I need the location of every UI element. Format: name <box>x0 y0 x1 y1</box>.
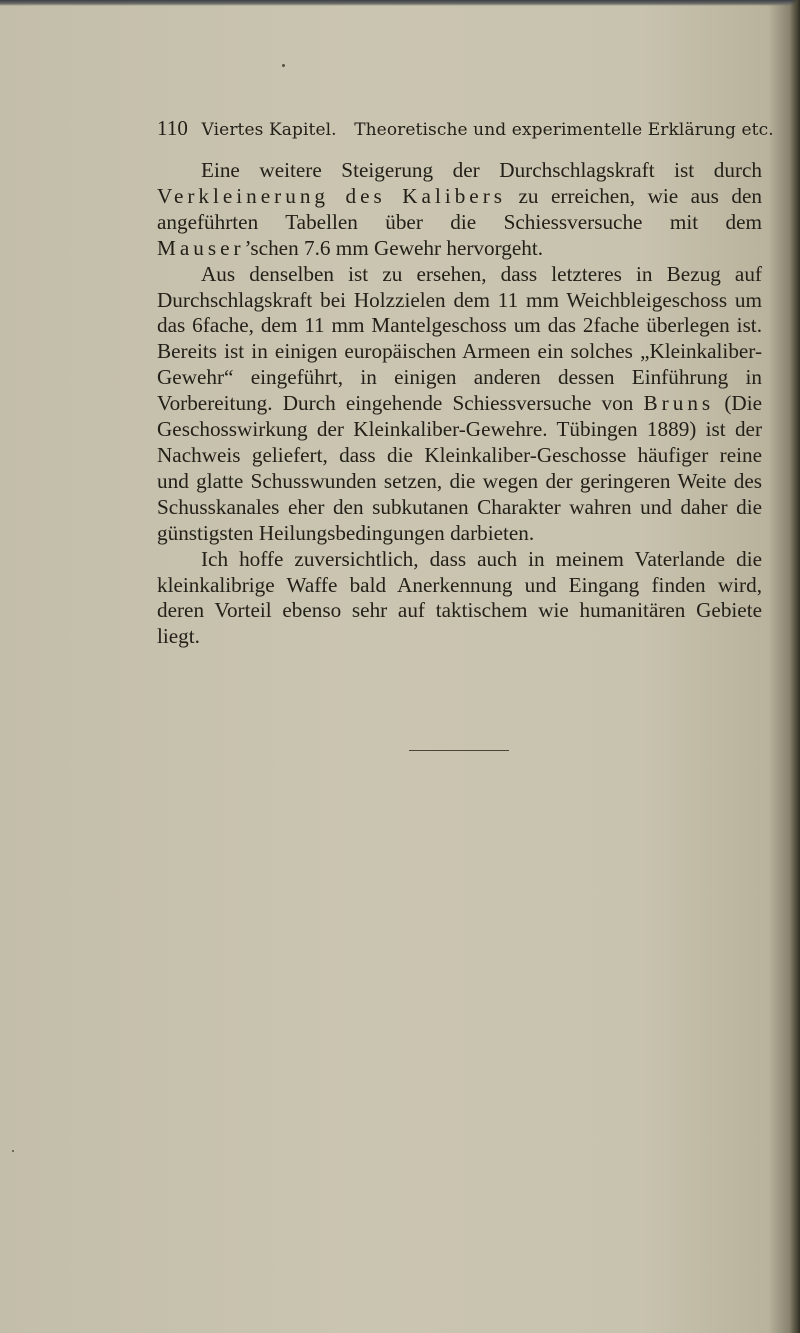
section-end-rule <box>409 750 509 751</box>
text-run: Aus denselben ist zu ersehen, dass letzteres in Bezug auf Durchschlagskraft bei Holzzielen dem 11 mm Weichbleigeschoss um das 6fache, dem 11 mm Mantelgeschoss um das 2fache überlegen ist. Bereits ist in einigen europäischen Armeen ein solches „Kleinkaliber-Gewehr“ eingeführt, in einigen anderen dessen Einführung in Vorbereitung. Durch eingehende Schiessversuche von <box>157 261 762 416</box>
spaced-name: Bruns <box>643 391 715 416</box>
paragraph <box>157 158 762 262</box>
text-run: zu erreichen, wie aus den angeführten Tabellen über die Schiessversuche mit dem <box>157 183 762 234</box>
text-run: Eine weitere Steigerung der Durchschlagskraft ist durch <box>201 158 762 182</box>
page-binding-edge <box>790 0 800 1333</box>
spaced-emphasis: Verkleinerung des Kalibers <box>157 183 507 208</box>
print-speck <box>282 64 285 67</box>
text-run: ’schen 7.6 mm Gewehr hervorgeht. <box>244 235 544 260</box>
paragraph <box>157 262 762 547</box>
print-speck <box>12 1150 14 1152</box>
spaced-name: Mauser <box>157 235 245 260</box>
page-number: 110 <box>157 116 189 140</box>
text-run: Ich hoffe zuversichtlich, dass auch in meinem Vaterlande die kleinkalibrige Waffe bald Anerkennung und Eingang finden wird, deren Vorteil ebenso sehr auf taktischem wie humanitären Gebiete liegt. <box>157 546 762 649</box>
running-header <box>157 116 774 141</box>
chapter-label: Viertes Kapitel. <box>201 120 337 140</box>
paragraph <box>157 547 762 651</box>
page-top-edge <box>0 0 800 6</box>
text-run: (Die Geschosswirkung der Kleinkaliber-Gewehre. Tübingen 1889) ist der Nachweis geliefert, dass die Kleinkaliber-Geschosse häufiger reine und glatte Schusswunden setzen, die wegen der geringeren Weite des Schusskanales eher den subkutanen Charakter wahren und daher die günstigsten Heilungsbedingungen darbieten. <box>157 391 762 545</box>
running-title: Theoretische und experimentelle Erklärung etc. <box>354 120 774 140</box>
body-text <box>157 158 762 650</box>
